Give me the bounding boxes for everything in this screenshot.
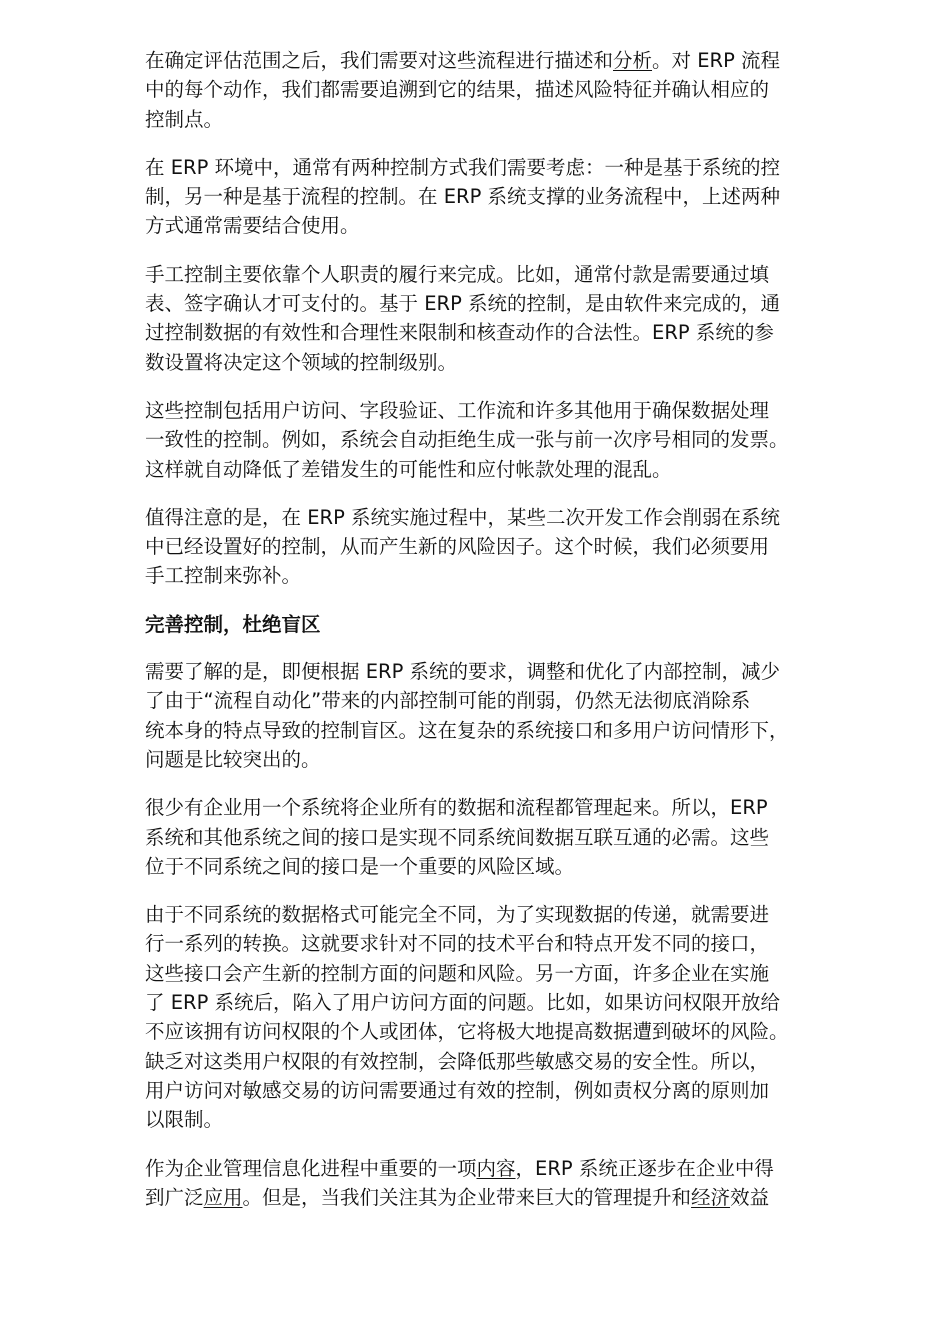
text-line: 方式通常需要结合使用。 xyxy=(145,214,360,238)
text-line: 由于不同系统的数据格式可能完全不同，为了实现数据的传递，就需要进 xyxy=(145,903,770,927)
link-economy[interactable]: 经济 xyxy=(691,1185,731,1209)
paragraph xyxy=(145,153,875,241)
paragraph xyxy=(145,657,875,774)
text-segment: 效益 xyxy=(730,1185,770,1209)
text-line: 在 ERP 环境中，通常有两种控制方式我们需要考虑：一种是基于系统的控 xyxy=(145,155,781,179)
text-line: 问题是比较突出的。 xyxy=(145,747,321,771)
link-content[interactable]: 内容 xyxy=(476,1156,516,1180)
paragraph xyxy=(145,900,875,1134)
text-line: 数设置将决定这个领域的控制级别。 xyxy=(145,350,458,374)
text-line: 以限制。 xyxy=(145,1108,224,1132)
text-line: 行一系列的转换。这就要求针对不同的技术平台和特点开发不同的接口， xyxy=(145,932,770,956)
text-segment: 。对 ERP 流程 xyxy=(652,49,781,72)
paragraph xyxy=(145,260,875,377)
text-line: 中已经设置好的控制，从而产生新的风险因子。这个时候，我们必须要用 xyxy=(145,535,770,559)
text-line: 缺乏对这类用户权限的有效控制，会降低那些敏感交易的安全性。所以， xyxy=(145,1049,770,1073)
text-line: 过控制数据的有效性和合理性来限制和核查动作的合法性。ERP 系统的参 xyxy=(145,321,774,345)
text-line: 表、签字确认才可支付的。基于 ERP 系统的控制，是由软件来完成的，通 xyxy=(145,292,781,316)
text-line: 手工控制来弥补。 xyxy=(145,564,302,588)
text-line: 中的每个动作，我们都需要追溯到它的结果，描述风险特征并确认相应的 xyxy=(145,78,770,102)
text-line: 值得注意的是，在 ERP 系统实施过程中，某些二次开发工作会削弱在系统 xyxy=(145,505,781,529)
text-line: 控制点。 xyxy=(145,107,224,131)
text-line: 手工控制主要依靠个人职责的履行来完成。比如，通常付款是需要通过填 xyxy=(145,262,770,286)
text-line: 这些控制包括用户访问、字段验证、工作流和许多其他用于确保数据处理 xyxy=(145,398,770,422)
text-line: 了 ERP 系统后，陷入了用户访问方面的问题。比如，如果访问权限开放给 xyxy=(145,991,781,1015)
text-line xyxy=(145,1183,875,1212)
paragraph xyxy=(145,1154,875,1213)
text-segment: ，ERP 系统正逐步在企业中得 xyxy=(515,1156,774,1180)
link-analysis[interactable]: 分析 xyxy=(613,49,653,72)
text-line: 不应该拥有访问权限的个人或团体，它将极大地提高数据遭到破坏的风险。 xyxy=(145,1020,789,1044)
paragraph xyxy=(145,503,875,591)
paragraph xyxy=(145,396,875,484)
text-line: 很少有企业用一个系统将企业所有的数据和流程都管理起来。所以，ERP xyxy=(145,796,768,820)
text-line: 这些接口会产生新的控制方面的问题和风险。另一方面，许多企业在实施 xyxy=(145,961,770,985)
text-line: 位于不同系统之间的接口是一个重要的风险区域。 xyxy=(145,854,575,878)
document-body xyxy=(145,46,875,1231)
text-line: 统本身的特点导致的控制盲区。这在复杂的系统接口和多用户访问情形下， xyxy=(145,718,789,742)
paragraph xyxy=(145,46,875,134)
text-line: 用户访问对敏感交易的访问需要通过有效的控制，例如责权分离的原则加 xyxy=(145,1078,770,1102)
text-segment: 。但是，当我们关注其为企业带来巨大的管理提升和 xyxy=(242,1185,692,1209)
text-line: 这样就自动降低了差错发生的可能性和应付帐款处理的混乱。 xyxy=(145,457,672,481)
paragraph xyxy=(145,793,875,881)
text-line: 了由于“流程自动化”带来的内部控制可能的削弱，仍然无法彻底消除系 xyxy=(145,689,751,713)
text-line: 系统和其他系统之间的接口是实现不同系统间数据互联互通的必需。这些 xyxy=(145,825,770,849)
link-application[interactable]: 应用 xyxy=(203,1185,243,1209)
text-line xyxy=(145,46,875,75)
section-heading: 完善控制，杜绝盲区 xyxy=(145,612,321,636)
text-segment: 作为企业管理信息化进程中重要的一项 xyxy=(145,1156,477,1180)
text-segment: 到广泛 xyxy=(145,1185,204,1209)
text-segment: 在确定评估范围之后，我们需要对这些流程进行描述和 xyxy=(145,49,614,72)
text-line: 制，另一种是基于流程的控制。在 ERP 系统支撑的业务流程中，上述两种 xyxy=(145,185,781,209)
text-line xyxy=(145,1154,875,1183)
text-line: 一致性的控制。例如，系统会自动拒绝生成一张与前一次序号相同的发票。 xyxy=(145,428,789,452)
text-line: 需要了解的是，即便根据 ERP 系统的要求，调整和优化了内部控制，减少 xyxy=(145,660,781,684)
